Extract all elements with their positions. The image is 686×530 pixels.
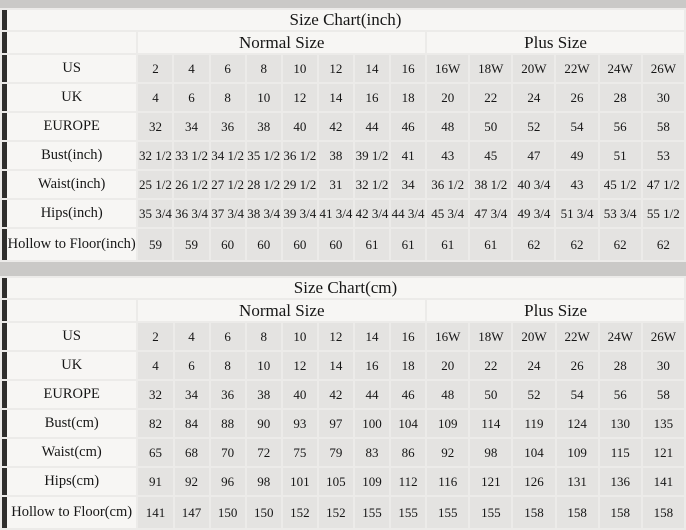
size-cell: 155 (470, 497, 511, 528)
size-cell: 155 (427, 497, 468, 528)
size-cell: 86 (391, 439, 425, 466)
size-cell: 56 (600, 381, 641, 408)
size-cell: 50 (470, 381, 511, 408)
size-cell: 39 3/4 (283, 200, 317, 227)
row-label: Bust(cm) (2, 410, 136, 437)
table-row (2, 468, 684, 495)
size-cell: 34 (174, 113, 208, 140)
size-cell: 12 (283, 84, 317, 111)
size-cell: 12 (319, 55, 353, 82)
size-cell: 59 (174, 229, 208, 260)
size-cell: 24W (600, 323, 641, 350)
size-cell: 20 (427, 352, 468, 379)
size-cell: 36 (211, 113, 245, 140)
plus-size-header: Plus Size (427, 300, 684, 321)
table-row (2, 439, 684, 466)
table-row (2, 352, 684, 379)
size-cell: 32 1/2 (355, 171, 389, 198)
size-cell: 49 3/4 (513, 200, 554, 227)
size-cell: 16W (427, 323, 468, 350)
size-cell: 42 (319, 113, 353, 140)
size-cell: 104 (391, 410, 425, 437)
size-cell: 6 (175, 352, 209, 379)
table-row (2, 200, 684, 227)
size-cell: 39 1/2 (355, 142, 389, 169)
size-group-header-row (2, 300, 684, 321)
size-cell: 43 (427, 142, 468, 169)
plus-size-header: Plus Size (427, 32, 684, 53)
size-cell: 60 (247, 229, 281, 260)
size-cell: 31 (319, 171, 353, 198)
size-cell: 119 (513, 410, 554, 437)
size-cell: 42 3/4 (355, 200, 389, 227)
size-cell: 60 (283, 229, 317, 260)
size-cell: 49 (556, 142, 597, 169)
row-label: Hips(inch) (2, 200, 136, 227)
size-cell: 37 3/4 (211, 200, 245, 227)
size-cell: 52 (513, 113, 554, 140)
size-cell: 45 (470, 142, 511, 169)
size-cell: 4 (138, 84, 172, 111)
size-cell: 35 3/4 (138, 200, 172, 227)
size-cell: 150 (211, 497, 245, 528)
size-cell: 38 (247, 381, 281, 408)
size-cell: 114 (470, 410, 511, 437)
size-cell: 36 3/4 (174, 200, 208, 227)
size-cell: 22W (557, 323, 598, 350)
size-cell: 61 (391, 229, 425, 260)
size-cell: 16 (391, 323, 425, 350)
table-row (2, 142, 684, 169)
size-cell: 62 (513, 229, 554, 260)
size-cell: 38 3/4 (247, 200, 281, 227)
size-cell: 18 (391, 84, 425, 111)
size-cell: 43 (556, 171, 597, 198)
size-cell: 158 (643, 497, 684, 528)
table-row (2, 84, 684, 111)
size-cell: 28 1/2 (247, 171, 281, 198)
table-row (2, 381, 684, 408)
size-cell: 46 (391, 113, 425, 140)
size-cell: 68 (175, 439, 209, 466)
size-cell: 42 (319, 381, 353, 408)
size-cell: 20W (513, 323, 554, 350)
size-cell: 61 (470, 229, 511, 260)
size-cell: 45 1/2 (600, 171, 641, 198)
size-cell: 109 (427, 410, 468, 437)
size-cell: 104 (513, 439, 554, 466)
size-chart-cm-table (0, 276, 686, 530)
size-cell: 24 (513, 352, 554, 379)
size-cell: 32 1/2 (138, 142, 172, 169)
size-cell: 10 (283, 323, 317, 350)
row-label: US (2, 323, 136, 350)
row-label: Hollow to Floor(inch) (2, 229, 136, 260)
size-cell: 26 (557, 352, 598, 379)
size-cell: 115 (600, 439, 641, 466)
size-cell: 30 (643, 352, 684, 379)
size-cell: 93 (283, 410, 317, 437)
size-cell: 47 3/4 (470, 200, 511, 227)
size-cell: 158 (513, 497, 554, 528)
table-row (2, 410, 684, 437)
row-label: US (2, 55, 136, 82)
table-title-row (2, 10, 684, 30)
size-cell: 59 (138, 229, 172, 260)
size-cell: 55 1/2 (643, 200, 684, 227)
size-cell: 54 (556, 113, 597, 140)
size-cell: 91 (138, 468, 172, 495)
size-cell: 26W (643, 323, 684, 350)
size-cell: 46 (391, 381, 425, 408)
size-cell: 53 3/4 (600, 200, 641, 227)
size-cell: 14 (319, 84, 353, 111)
size-cell: 16 (355, 84, 389, 111)
size-cell: 33 1/2 (174, 142, 208, 169)
size-cell: 136 (600, 468, 641, 495)
size-cell: 65 (138, 439, 172, 466)
size-cell: 20 (427, 84, 468, 111)
size-cell: 27 1/2 (211, 171, 245, 198)
size-cell: 112 (391, 468, 425, 495)
size-cell: 124 (557, 410, 598, 437)
table-row (2, 113, 684, 140)
size-cell: 4 (175, 323, 209, 350)
size-cell: 84 (175, 410, 209, 437)
size-cell: 72 (247, 439, 281, 466)
size-cell: 141 (138, 497, 172, 528)
row-label: Bust(inch) (2, 142, 136, 169)
size-cell: 155 (391, 497, 425, 528)
size-cell: 60 (319, 229, 353, 260)
row-label: Hips(cm) (2, 468, 136, 495)
normal-size-header: Normal Size (138, 32, 425, 53)
row-label: Waist(cm) (2, 439, 136, 466)
size-cell: 155 (355, 497, 389, 528)
size-cell: 4 (174, 55, 208, 82)
size-cell: 92 (175, 468, 209, 495)
size-cell: 16 (391, 55, 425, 82)
table-title: Size Chart(inch) (2, 10, 684, 30)
size-cell: 24W (600, 55, 641, 82)
size-cell: 10 (247, 84, 281, 111)
size-cell: 40 3/4 (513, 171, 554, 198)
size-cell: 30 (643, 84, 684, 111)
size-cell: 6 (211, 323, 245, 350)
size-cell: 41 3/4 (319, 200, 353, 227)
size-cell: 22W (556, 55, 597, 82)
size-cell: 8 (211, 84, 245, 111)
table-row (2, 323, 684, 350)
size-cell: 4 (138, 352, 172, 379)
size-cell: 152 (319, 497, 353, 528)
size-cell: 109 (557, 439, 598, 466)
size-cell: 35 1/2 (247, 142, 281, 169)
size-cell: 18 (391, 352, 425, 379)
size-cell: 96 (211, 468, 245, 495)
size-cell: 18W (470, 55, 511, 82)
size-cell: 83 (355, 439, 389, 466)
size-cell: 52 (513, 381, 554, 408)
size-cell: 8 (247, 55, 281, 82)
size-cell: 44 3/4 (391, 200, 425, 227)
size-cell: 92 (427, 439, 468, 466)
size-cell: 26 (556, 84, 597, 111)
size-cell: 56 (600, 113, 641, 140)
size-cell: 14 (319, 352, 353, 379)
size-cell: 121 (643, 439, 684, 466)
size-cell: 158 (557, 497, 598, 528)
size-cell: 38 (247, 113, 281, 140)
table-title-row (2, 278, 684, 298)
size-cell: 100 (355, 410, 389, 437)
size-cell: 79 (319, 439, 353, 466)
size-cell: 40 (283, 113, 317, 140)
size-cell: 28 (600, 352, 641, 379)
size-cell: 32 (138, 381, 172, 408)
size-cell: 28 (600, 84, 641, 111)
size-cell: 147 (175, 497, 209, 528)
row-label: Hollow to Floor(cm) (2, 497, 136, 528)
size-cell: 158 (600, 497, 641, 528)
size-cell: 150 (247, 497, 281, 528)
size-cell: 18W (470, 323, 511, 350)
size-cell: 10 (283, 55, 317, 82)
size-cell: 16 (355, 352, 389, 379)
size-cell: 48 (427, 381, 468, 408)
size-group-header-row (2, 32, 684, 53)
size-cell: 75 (283, 439, 317, 466)
size-cell: 14 (355, 55, 389, 82)
size-cell: 97 (319, 410, 353, 437)
size-cell: 51 (600, 142, 641, 169)
size-cell: 44 (355, 113, 389, 140)
size-cell: 8 (247, 323, 281, 350)
size-cell: 2 (138, 55, 172, 82)
table-title: Size Chart(cm) (2, 278, 684, 298)
size-cell: 58 (643, 381, 684, 408)
size-cell: 70 (211, 439, 245, 466)
size-cell: 98 (247, 468, 281, 495)
table-row (2, 229, 684, 260)
size-cell: 82 (138, 410, 172, 437)
size-cell: 2 (138, 323, 172, 350)
size-cell: 116 (427, 468, 468, 495)
size-chart-inch-table (0, 8, 686, 262)
size-cell: 41 (391, 142, 425, 169)
size-cell: 60 (211, 229, 245, 260)
size-cell: 10 (247, 352, 281, 379)
table-row (2, 55, 684, 82)
size-cell: 101 (283, 468, 317, 495)
size-cell: 26W (643, 55, 684, 82)
size-cell: 121 (470, 468, 511, 495)
size-cell: 90 (247, 410, 281, 437)
size-cell: 34 1/2 (211, 142, 245, 169)
size-cell: 53 (643, 142, 684, 169)
size-cell: 88 (211, 410, 245, 437)
size-cell: 25 1/2 (138, 171, 172, 198)
size-cell: 32 (138, 113, 172, 140)
size-cell: 24 (513, 84, 554, 111)
size-cell: 47 1/2 (643, 171, 684, 198)
row-label: Waist(inch) (2, 171, 136, 198)
size-cell: 62 (556, 229, 597, 260)
size-cell: 34 (391, 171, 425, 198)
size-cell: 47 (513, 142, 554, 169)
size-cell: 141 (643, 468, 684, 495)
size-cell: 36 1/2 (427, 171, 468, 198)
size-cell: 44 (355, 381, 389, 408)
size-cell: 62 (643, 229, 684, 260)
size-cell: 54 (557, 381, 598, 408)
size-cell: 16W (427, 55, 468, 82)
size-cell: 98 (470, 439, 511, 466)
size-cell: 22 (470, 352, 511, 379)
size-cell: 58 (643, 113, 684, 140)
size-cell: 20W (513, 55, 554, 82)
size-cell: 12 (283, 352, 317, 379)
size-cell: 51 3/4 (556, 200, 597, 227)
size-cell: 105 (319, 468, 353, 495)
size-cell: 48 (427, 113, 468, 140)
size-cell: 109 (355, 468, 389, 495)
size-cell: 12 (319, 323, 353, 350)
size-cell: 62 (600, 229, 641, 260)
size-cell: 14 (355, 323, 389, 350)
size-cell: 38 1/2 (470, 171, 511, 198)
size-cell: 6 (174, 84, 208, 111)
size-cell: 29 1/2 (283, 171, 317, 198)
size-cell: 34 (175, 381, 209, 408)
size-cell: 8 (211, 352, 245, 379)
size-cell: 36 1/2 (283, 142, 317, 169)
table-row (2, 497, 684, 528)
size-cell: 135 (643, 410, 684, 437)
row-label: UK (2, 84, 136, 111)
size-cell: 6 (211, 55, 245, 82)
corner-cell (2, 300, 136, 321)
size-cell: 152 (283, 497, 317, 528)
row-label: EUROPE (2, 381, 136, 408)
corner-cell (2, 32, 136, 53)
size-cell: 50 (470, 113, 511, 140)
size-cell: 130 (600, 410, 641, 437)
size-cell: 40 (283, 381, 317, 408)
row-label: EUROPE (2, 113, 136, 140)
size-cell: 26 1/2 (174, 171, 208, 198)
normal-size-header: Normal Size (138, 300, 425, 321)
size-cell: 38 (319, 142, 353, 169)
table-row (2, 171, 684, 198)
size-cell: 61 (427, 229, 468, 260)
size-cell: 131 (557, 468, 598, 495)
size-cell: 61 (355, 229, 389, 260)
size-cell: 126 (513, 468, 554, 495)
size-cell: 45 3/4 (427, 200, 468, 227)
size-cell: 36 (211, 381, 245, 408)
row-label: UK (2, 352, 136, 379)
size-cell: 22 (470, 84, 511, 111)
